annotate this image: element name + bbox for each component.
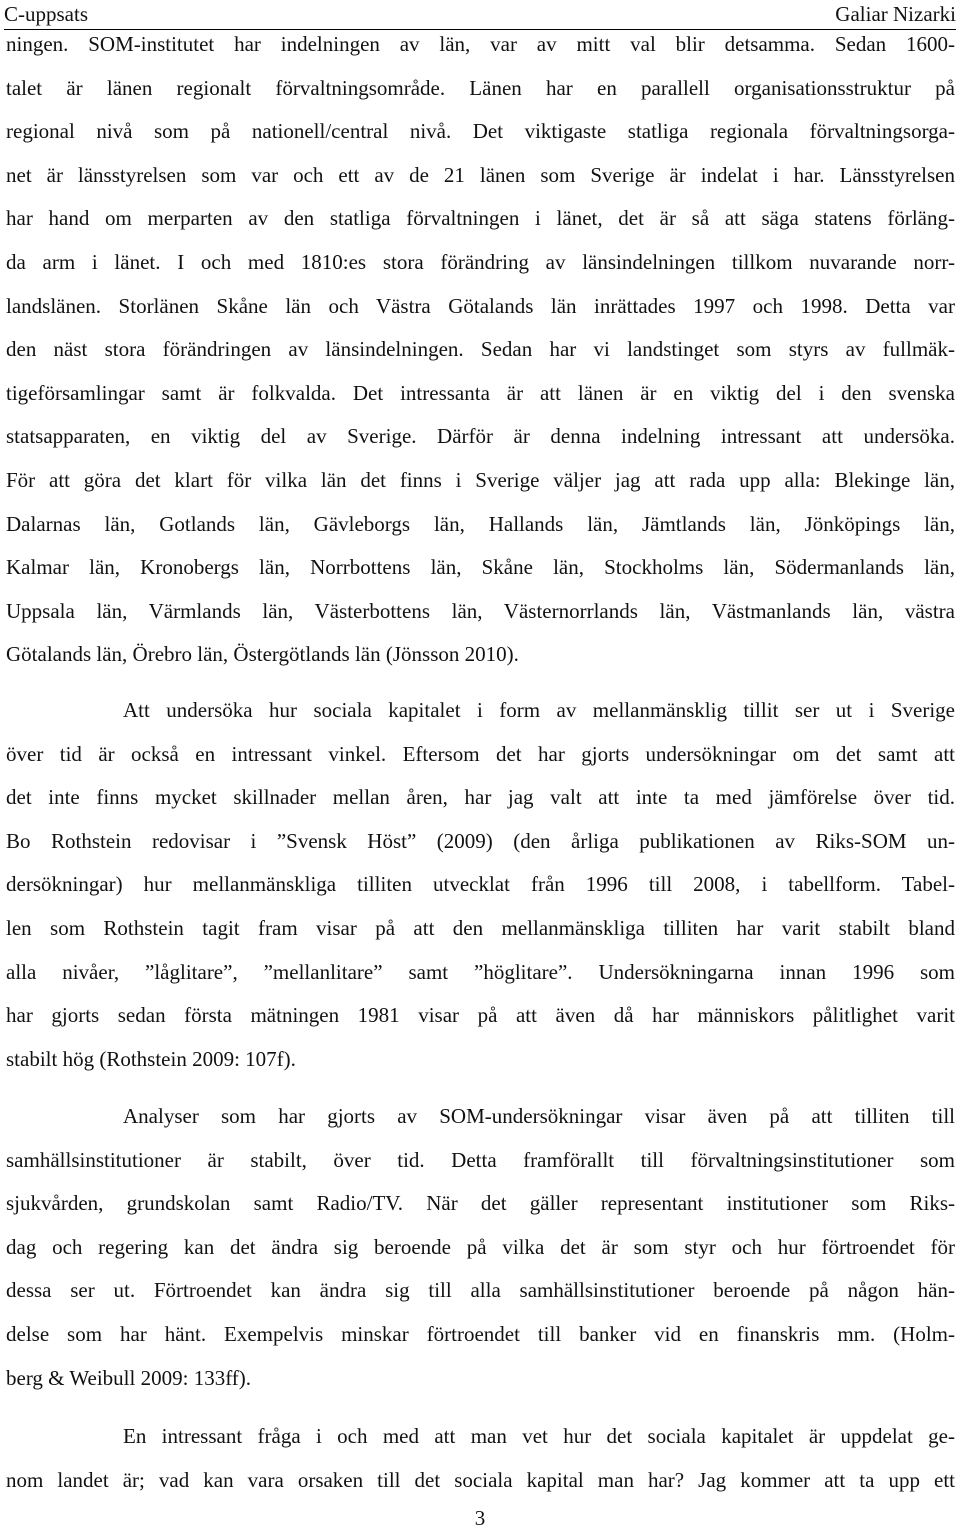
- paragraph-question: [6, 1415, 955, 1502]
- text-line: har hand om merparten av den statliga förvaltningen i länet, det är så att säga statens förläng-: [6, 206, 955, 231]
- text-line: Analyser som har gjorts av SOM-undersökningar visar även på att tilliten till: [123, 1104, 955, 1128]
- text-line: regional nivå som på nationell/central nivå. Det viktigaste statliga regionala förvaltningsorga-: [6, 119, 955, 144]
- text-line: över tid är också en intressant vinkel. Eftersom det har gjorts undersökningar om det samt att: [6, 741, 955, 766]
- text-line: Bo Rothstein redovisar i ”Svensk Höst” (2009) (den årliga publikationen av Riks-SOM un-: [6, 828, 955, 853]
- text-line: ningen. SOM-institutet har indelningen av län, var av mitt val blir detsamma. Sedan 1600-: [6, 32, 955, 56]
- text-line: landslänen. Storlänen Skåne län och Västra Götalands län inrättades 1997 och 1998. Detta var: [6, 293, 955, 318]
- text-line: dag och regering kan det ändra sig beroende på vilka det är som styr och hur förtroendet för: [6, 1234, 955, 1259]
- paragraph-institutional-trust: [6, 1095, 955, 1400]
- text-line: Dalarnas län, Gotlands län, Gävleborgs län, Hallands län, Jämtlands län, Jönköpings län,: [6, 511, 955, 536]
- text-line: samhällsinstitutioner är stabilt, över tid. Detta framförallt till förvaltningsinstitutioner som: [6, 1147, 955, 1172]
- text-line: statsapparaten, en viktig del av Sverige. Därför är denna indelning intressant att undersöka.: [6, 424, 955, 449]
- header-author: Galiar Nizarki: [835, 2, 956, 26]
- text-line: sjukvården, grundskolan samt Radio/TV. När det gäller representant institutioner som Riks-: [6, 1191, 955, 1216]
- text-line: net är länsstyrelsen som var och ett av de 21 länen som Sverige är indelat i har. Länsstyrelsen: [6, 162, 955, 187]
- page-number: 3: [474, 1506, 486, 1530]
- paragraph-counties: [6, 23, 955, 677]
- text-line: det inte finns mycket skillnader mellan åren, har jag valt att inte ta med jämförelse över tid.: [6, 785, 955, 810]
- text-line: Götalands län, Örebro län, Östergötlands län (Jönsson 2010).: [6, 642, 519, 667]
- text-line: Kalmar län, Kronobergs län, Norrbottens län, Skåne län, Stockholms län, Södermanlands län,: [6, 555, 955, 580]
- text-line: dersökningar) hur mellanmänskliga tilliten utvecklat från 1996 till 2008, i tabellform. Tabel-: [6, 872, 955, 897]
- text-line: len som Rothstein tagit fram visar på att den mellanmänskliga tilliten har varit stabilt bland: [6, 915, 955, 940]
- text-line: den näst stora förändringen av länsindelningen. Sedan har vi landstinget som styrs av fullmäk-: [6, 337, 955, 362]
- text-line: stabilt hög (Rothstein 2009: 107f).: [6, 1046, 296, 1071]
- text-line: dessa ser ut. Förtroendet kan ändra sig till alla samhällsinstitutioner beroende på någon hän-: [6, 1278, 955, 1303]
- text-line: tigeförsamlingar samt är folkvalda. Det intressanta är att länen är en viktig del i den svenska: [6, 380, 955, 405]
- header-title: C-uppsats: [4, 2, 88, 26]
- text-line: delse som har hänt. Exempelvis minskar förtroendet till banker vid en finanskris mm. (Holm-: [6, 1321, 955, 1346]
- text-line: nom landet är; vad kan vara orsaken till det sociala kapital man har? Jag kommer att ta upp ett: [6, 1467, 955, 1492]
- text-line: För att göra det klart för vilka län det finns i Sverige väljer jag att rada upp alla: Blekinge län,: [6, 467, 955, 492]
- text-line: berg & Weibull 2009: 133ff).: [6, 1365, 252, 1390]
- text-line: alla nivåer, ”låglitare”, ”mellanlitare” samt ”höglitare”. Undersökningarna innan 1996 som: [6, 959, 955, 984]
- text-line: da arm i länet. I och med 1810:es stora förändring av länsindelningen tillkom nuvarande norr-: [6, 249, 955, 274]
- text-line: har gjorts sedan första mätningen 1981 visar på att även då har människors pålitlighet varit: [6, 1003, 955, 1028]
- text-line: Uppsala län, Värmlands län, Västerbottens län, Västernorrlands län, Västmanlands län, västra: [6, 598, 955, 623]
- paragraph-social-capital: [6, 689, 955, 1081]
- text-line: En intressant fråga i och med att man vet hur det sociala kapitalet är uppdelat ge-: [123, 1424, 955, 1448]
- text-line: talet är länen regionalt förvaltningsområde. Länen har en parallell organisationsstruktur på: [6, 75, 955, 100]
- text-line: Att undersöka hur sociala kapitalet i form av mellanmänsklig tillit ser ut i Sverige: [123, 698, 955, 722]
